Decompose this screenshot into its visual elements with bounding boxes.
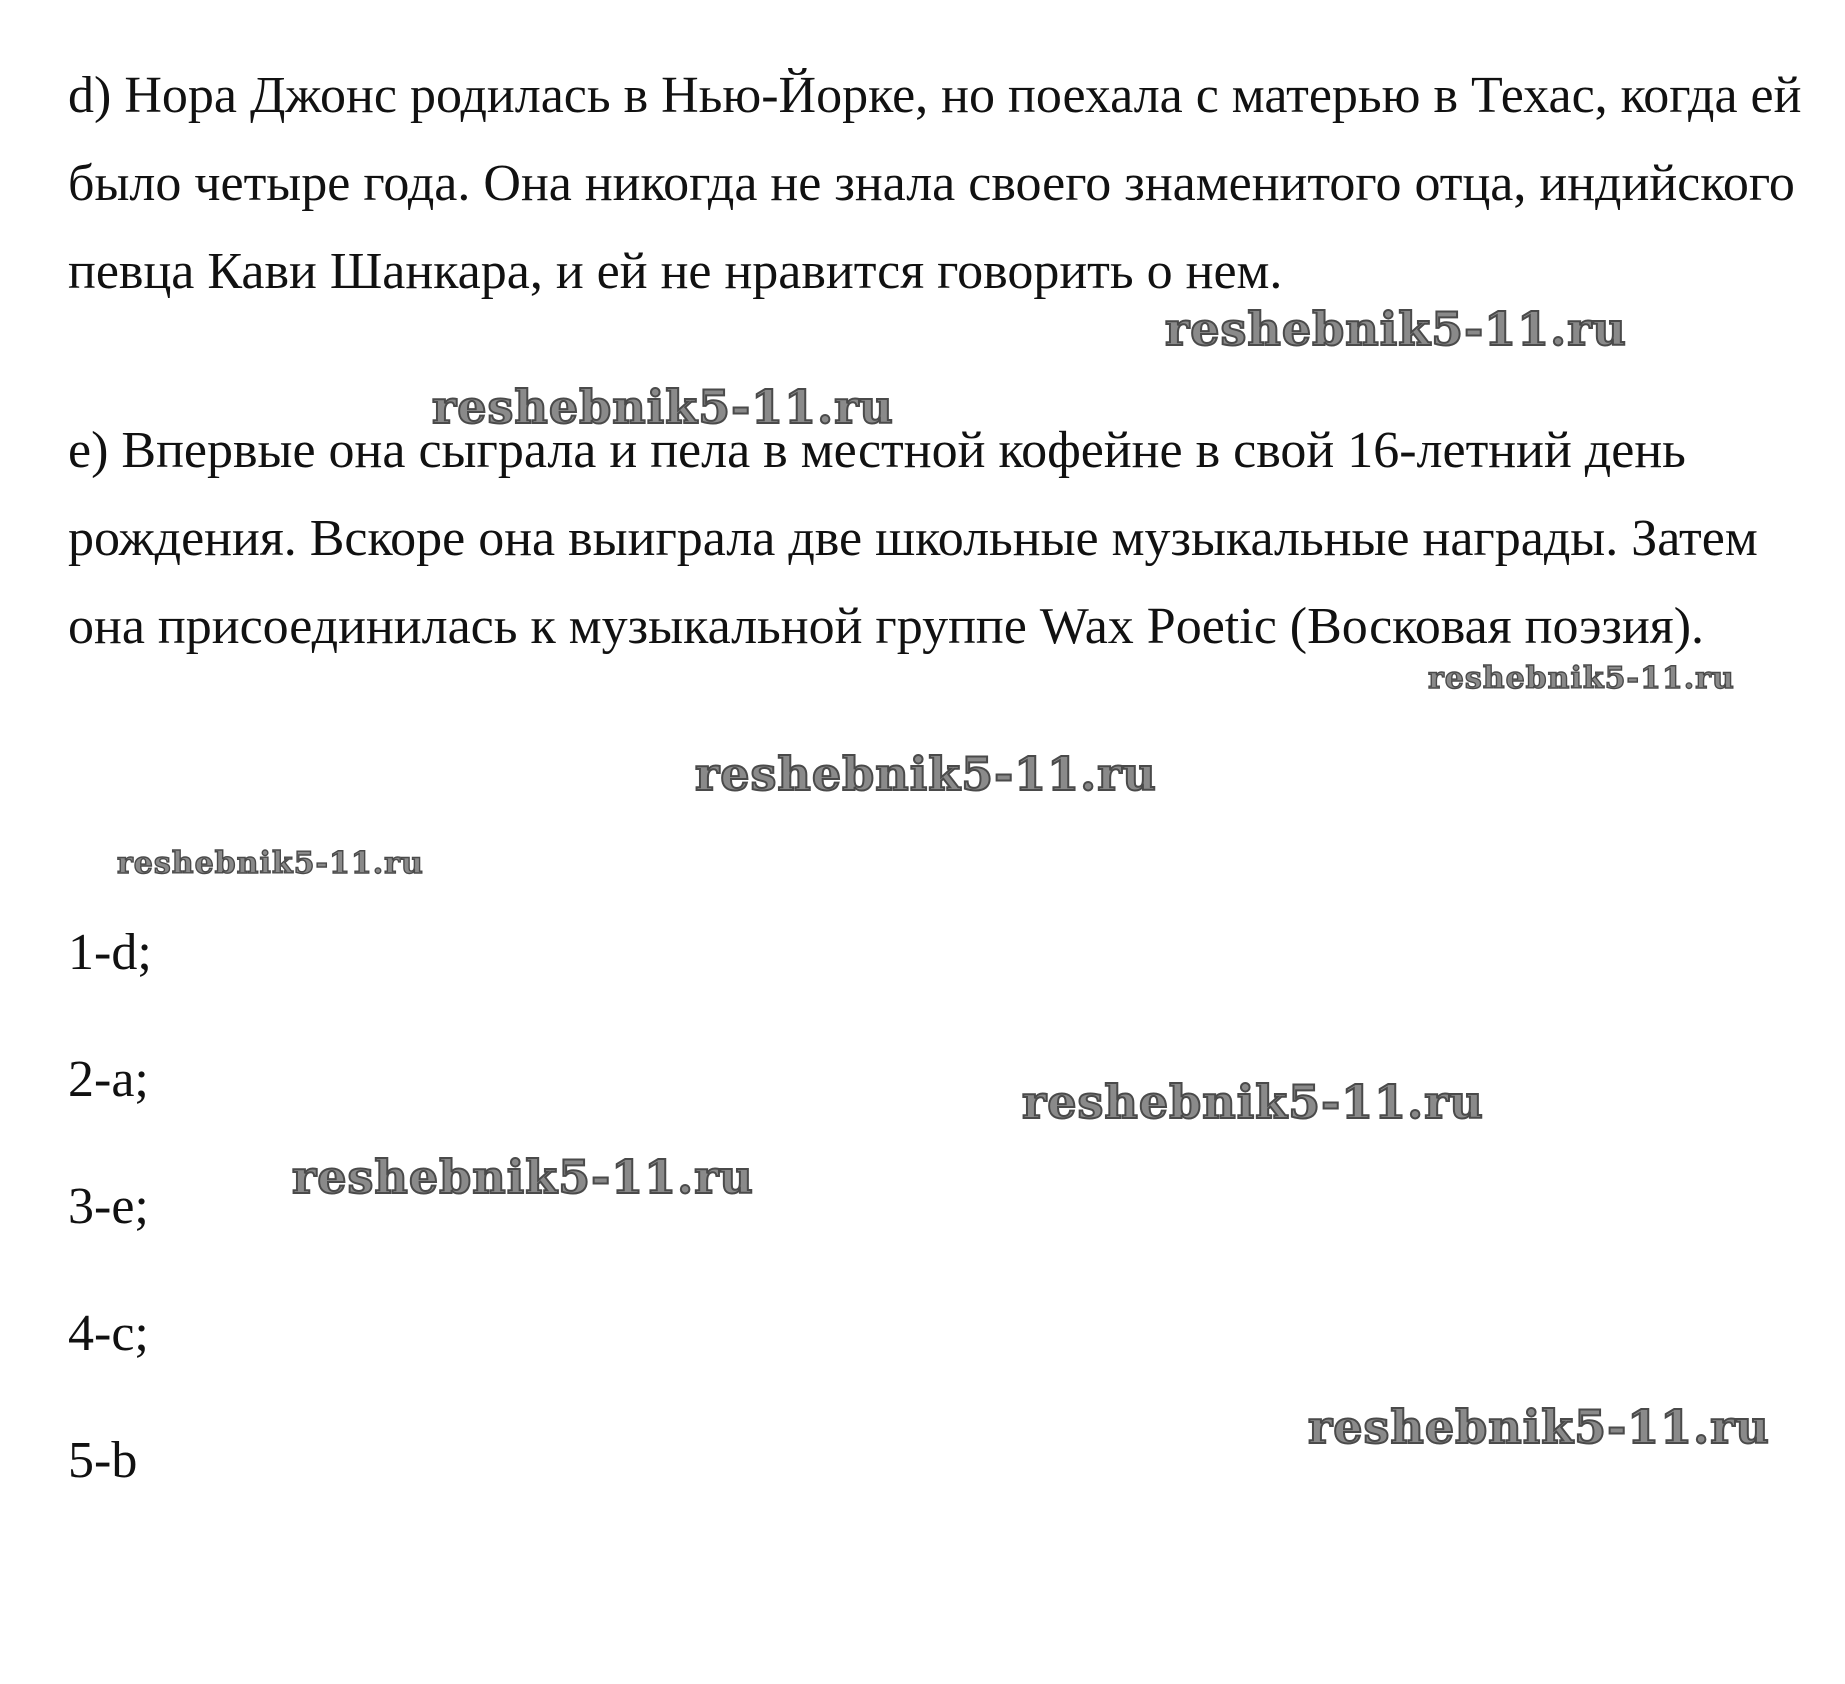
watermark: reshebnik5-11.ru	[1308, 1400, 1770, 1454]
watermark: reshebnik5-11.ru	[432, 380, 894, 434]
watermark: reshebnik5-11.ru	[292, 1150, 754, 1204]
answer-item: 5-b	[68, 1432, 138, 1489]
answer-item: 3-e;	[68, 1178, 149, 1235]
watermark: reshebnik5-11.ru	[117, 846, 424, 881]
watermark: reshebnik5-11.ru	[1428, 661, 1735, 696]
answer-item: 1-d;	[68, 924, 152, 981]
paragraph-e: e) Впервые она сыграла и пела в местной кофейне в свой 16-летний день рождения. Вскоре она выиграла две школьные музыкальные награды. Затем она присоединилась к музыкальной группе Wax Poetic (Восковая поэзия).	[68, 422, 1758, 655]
paragraph-d: d) Нора Джонс родилась в Нью-Йорке, но поехала с матерью в Техас, когда ей было четыре года. Она никогда не знала своего знаменитого отца, индийского певца Кави Шанкара, и ей не нравится говорить о нем.	[68, 67, 1802, 300]
answer-list	[68, 923, 152, 1558]
watermark: reshebnik5-11.ru	[1165, 302, 1627, 356]
watermark: reshebnik5-11.ru	[1022, 1075, 1484, 1129]
answer-item: 2-a;	[68, 1051, 149, 1108]
watermark: reshebnik5-11.ru	[695, 747, 1157, 801]
answer-item: 4-c;	[68, 1305, 149, 1362]
